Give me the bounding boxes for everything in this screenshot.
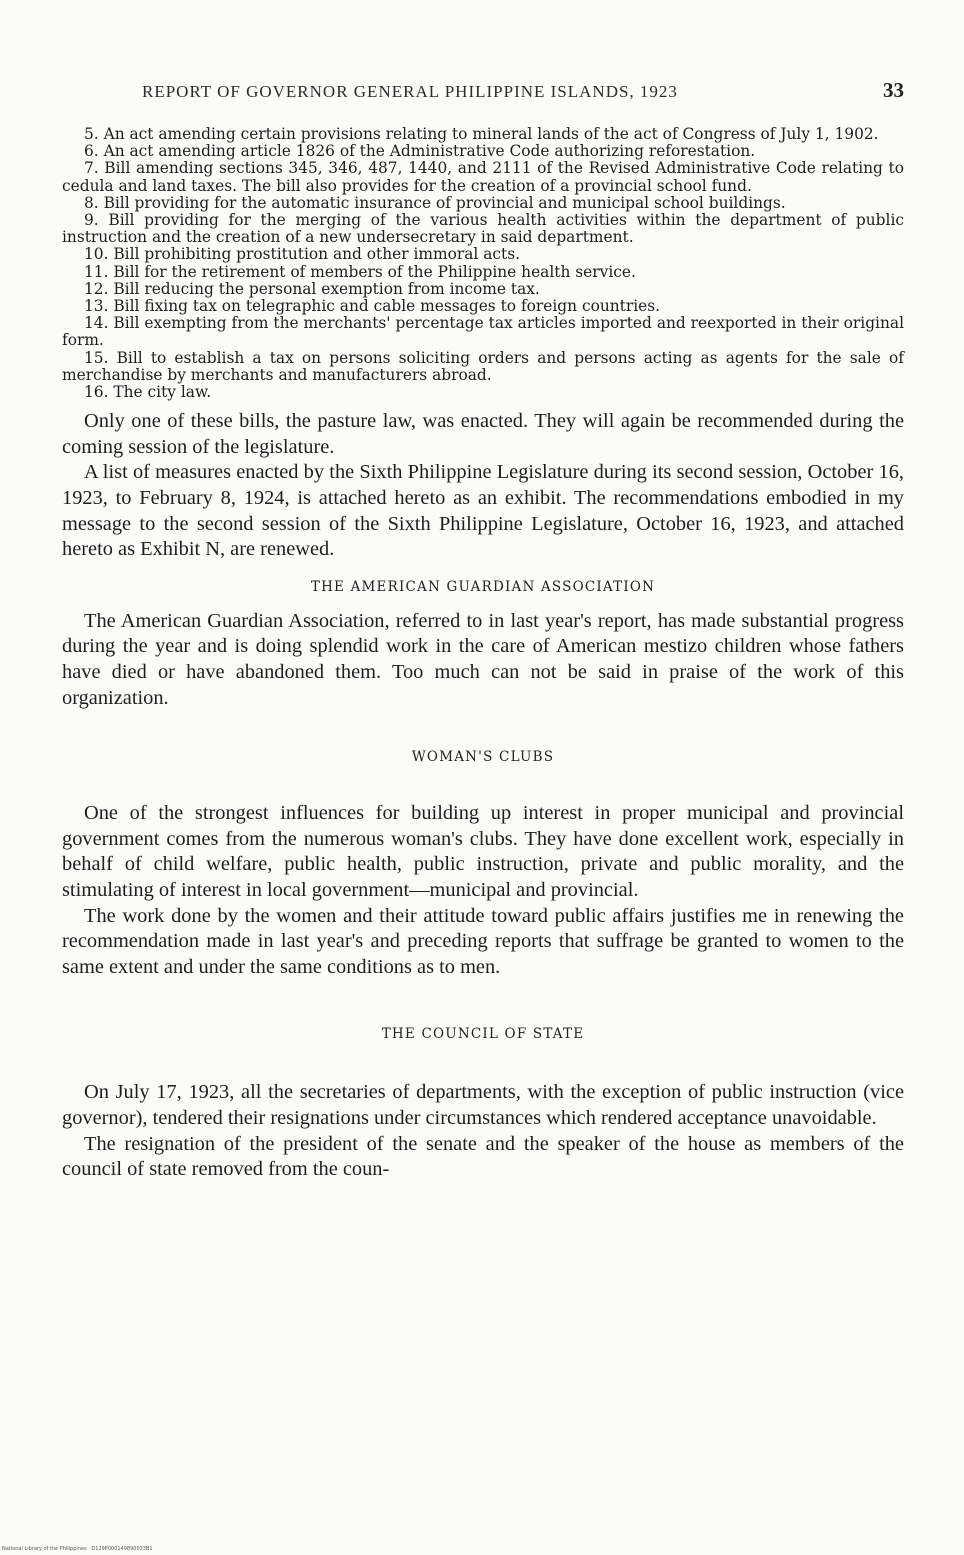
- section-heading: THE AMERICAN GUARDIAN ASSOCIATION: [310, 578, 656, 595]
- paragraph: One of the strongest influences for building up interest in proper municipal and provincial government comes from the numerous woman's clubs. They have done excellent work, especially in behalf of child welfare, public health, public instruction, private and public morality, and the stimulating of interest in local government—municipal and provincial.: [62, 802, 904, 901]
- paragraph: The work done by the women and their attitude toward public affairs justifies me in renewing the recommendation made in last year's and preceding reports that suffrage be granted to women to the same extent and under the same conditions as to men.: [62, 904, 904, 978]
- scan-footer: National Library of the Philippines · D129P000149890033B1: [2, 1546, 153, 1552]
- paragraph: Only one of these bills, the pasture law, was enacted. They will again be recommended during the coming session of the legislature.: [62, 410, 904, 458]
- bill-item: 16. The city law.: [84, 383, 212, 402]
- paragraph: On July 17, 1923, all the secretaries of departments, with the exception of public instruction (vice governor), tendered their resignations under circumstances which rendered acceptance unavoidable.: [62, 1081, 904, 1129]
- bill-item: 14. Bill exempting from the merchants' percentage tax articles imported and reexported in their original form.: [62, 314, 904, 350]
- section-body: [62, 609, 904, 711]
- page-number: 33: [883, 78, 904, 102]
- bill-item: 5. An act amending certain provisions relating to mineral lands of the act of Congress of July 1, 1902.: [84, 125, 879, 143]
- bill-item: 12. Bill reducing the personal exemption from income tax.: [84, 279, 540, 298]
- bill-item: 15. Bill to establish a tax on persons soliciting orders and persons acting as agents for the sale of merchandise by merchants and manufacturers abroad.: [62, 348, 904, 384]
- bill-list: [62, 126, 904, 401]
- report-page: [62, 78, 904, 1183]
- bill-item: 10. Bill prohibiting prostitution and other immoral acts.: [84, 245, 520, 264]
- section-heading: THE COUNCIL OF STATE: [381, 1026, 585, 1043]
- intro-text: [62, 409, 904, 563]
- paragraph: A list of measures enacted by the Sixth Philippine Legislature during its second session, October 16, 1923, to February 8, 1924, is attached hereto as an exhibit. The recommendations embodied in my message to the second session of the Sixth Philippine Legislature, October 16, 1923, and attached hereto as Exhibit N, are renewed.: [62, 461, 904, 561]
- running-header: [62, 78, 904, 118]
- paragraph: The resignation of the president of the senate and the speaker of the house as members of the council of state removed from the coun-: [62, 1132, 904, 1181]
- header-title: REPORT OF GOVERNOR GENERAL PHILIPPINE ISLANDS, 1923: [142, 82, 678, 101]
- paragraph: The American Guardian Association, referred to in last year's report, has made substantial progress during the year and is doing splendid work in the care of American mestizo children whose fathers have died or have abandoned them. Too much can not be said in praise of the work of this organization.: [62, 609, 904, 709]
- bill-item: 11. Bill for the retirement of members of the Philippine health service.: [84, 262, 636, 281]
- section-body: [62, 801, 904, 980]
- bill-item: 7. Bill amending sections 345, 346, 487, 1440, and 2111 of the Revised Administrative Code relating to cedula and land taxes. The bill also provides for the creation of a provincial school fund.: [62, 159, 904, 195]
- bill-item: 8. Bill providing for the automatic insurance of provincial and municipal school buildings.: [84, 193, 786, 212]
- section-heading: WOMAN'S CLUBS: [411, 749, 555, 766]
- section-body: [62, 1080, 904, 1182]
- bill-item: 6. An act amending article 1826 of the Administrative Code authorizing reforestation.: [84, 142, 756, 161]
- bill-item: 9. Bill providing for the merging of the various health activities within the department of public instruction and the creation of a new undersecretary in said department.: [62, 211, 904, 247]
- bill-item: 13. Bill fixing tax on telegraphic and cable messages to foreign countries.: [84, 297, 661, 316]
